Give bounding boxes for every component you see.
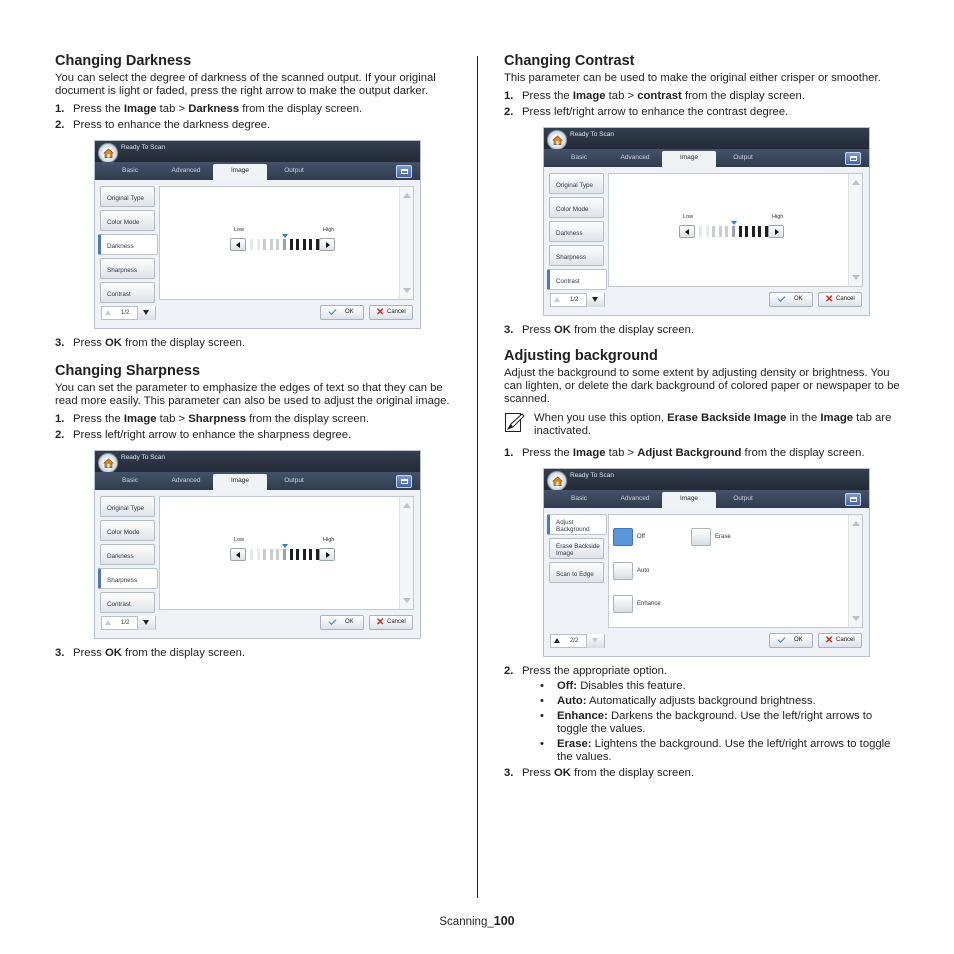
- level-bar: [303, 549, 306, 560]
- tab-advanced[interactable]: Advanced: [171, 477, 201, 484]
- screen-header: [95, 141, 420, 162]
- step-text: tab >: [605, 447, 638, 459]
- menu-erase-backside-image[interactable]: Erase Backside Image: [549, 538, 604, 559]
- status-text: Ready To Scan: [121, 144, 165, 151]
- close-icon: ✕: [376, 307, 385, 318]
- scroll-up-icon: [403, 193, 411, 198]
- tab-bar: [95, 472, 420, 490]
- tab-image[interactable]: Image: [662, 492, 716, 508]
- tab-image[interactable]: Image: [213, 164, 267, 180]
- option-item: [540, 738, 904, 764]
- step-text: tab >: [605, 90, 638, 102]
- page-indicator: 1/2: [121, 620, 130, 626]
- chevron-down-icon: [143, 310, 149, 315]
- darkness-steps: [55, 103, 455, 132]
- step-item: [504, 324, 904, 337]
- option-desc: Lightens the background. Use the left/right arrows to toggle the values.: [557, 738, 891, 763]
- page-control: [101, 306, 156, 320]
- level-bar: [725, 226, 728, 237]
- option-erase-label: Erase: [715, 534, 731, 540]
- menu-sharpness[interactable]: Sharpness: [98, 568, 158, 589]
- close-icon: ✕: [376, 617, 385, 628]
- scroll-down-icon: [852, 275, 860, 280]
- level-bar: [276, 239, 279, 250]
- step-text: Press the: [522, 90, 573, 102]
- step-text: Press: [522, 324, 555, 336]
- menu-color-mode[interactable]: Color Mode: [100, 210, 155, 231]
- step-number: 1.: [504, 447, 514, 459]
- menu-color-mode[interactable]: Color Mode: [100, 520, 155, 541]
- step-emphasis: Image: [123, 103, 157, 115]
- screen-header: [544, 128, 869, 149]
- step-item: [504, 767, 904, 780]
- screen-header: [95, 451, 420, 472]
- sharpness-intro: You can set the parameter to emphasize the edges of text so that they can be read more easily. This parameter can also be used to adjust the original image.: [55, 382, 450, 407]
- step-text: from the display screen.: [121, 337, 246, 349]
- level-bar: [283, 239, 286, 250]
- status-text: Ready To Scan: [570, 472, 614, 479]
- level-bar: [752, 226, 755, 237]
- note-part: in the: [786, 412, 821, 424]
- option-term: Off:: [557, 680, 578, 692]
- cancel-label: Cancel: [387, 309, 406, 315]
- level-slider: [230, 227, 340, 257]
- step-text: tab >: [156, 413, 189, 425]
- level-bar: [276, 549, 279, 560]
- scrollbar[interactable]: [848, 174, 862, 286]
- job-status-button[interactable]: [396, 165, 412, 178]
- job-status-button[interactable]: [396, 475, 412, 488]
- sharpness-steps-final: [55, 647, 455, 660]
- step-emphasis: Darkness: [188, 103, 240, 115]
- contrast-steps-final: [504, 324, 904, 337]
- tab-output[interactable]: Output: [733, 495, 753, 502]
- step-item: [55, 119, 455, 132]
- note-emphasis: Erase Backside Image: [667, 412, 787, 424]
- cancel-label: Cancel: [836, 296, 855, 302]
- scroll-up-icon: [852, 521, 860, 526]
- step-text: from the display screen.: [570, 324, 695, 336]
- decrease-button[interactable]: [679, 225, 695, 238]
- tab-output[interactable]: Output: [733, 154, 753, 161]
- page-down-button[interactable]: [586, 634, 604, 648]
- job-status-button[interactable]: [845, 152, 861, 165]
- chevron-down-icon: [592, 297, 598, 302]
- tab-basic[interactable]: Basic: [122, 167, 138, 174]
- step-emphasis: OK: [105, 337, 122, 349]
- menu-original-type[interactable]: Original Type: [100, 496, 155, 517]
- tab-bar: [544, 149, 869, 167]
- darkness-intro: You can select the degree of darkness of the scanned output. If your original document is light or faded, press the right arrow to make the output darker.: [55, 72, 436, 97]
- menu-darkness[interactable]: Darkness: [98, 234, 158, 255]
- sharpness-steps: [55, 413, 455, 442]
- decrease-button[interactable]: [230, 238, 246, 251]
- ok-label: OK: [794, 637, 803, 643]
- step-text: Press to enhance the darkness degree.: [73, 119, 271, 131]
- left-column: [55, 50, 455, 663]
- scroll-up-icon: [852, 180, 860, 185]
- option-term: Enhance:: [557, 710, 608, 722]
- cancel-label: Cancel: [836, 637, 855, 643]
- cancel-button[interactable]: [369, 615, 413, 630]
- tab-advanced[interactable]: Advanced: [620, 154, 650, 161]
- settings-panel: [159, 186, 414, 300]
- option-enhance-button[interactable]: [613, 595, 633, 613]
- level-marker: [282, 234, 288, 238]
- scrollbar[interactable]: [399, 187, 413, 299]
- tab-basic[interactable]: Basic: [571, 154, 587, 161]
- level-bar: [309, 549, 312, 560]
- tab-bar: [544, 490, 869, 508]
- tab-bar: [95, 162, 420, 180]
- menu-original-type[interactable]: Original Type: [100, 186, 155, 207]
- level-marker: [282, 544, 288, 548]
- contrast-screen: [543, 127, 870, 316]
- level-bar: [250, 239, 253, 250]
- menu-contrast[interactable]: Contrast: [547, 269, 607, 290]
- page-up-button[interactable]: [105, 620, 111, 625]
- footer-section: Scanning_: [439, 916, 494, 928]
- option-auto-button[interactable]: [613, 562, 633, 580]
- menu-sharpness[interactable]: Sharpness: [100, 258, 155, 279]
- ok-label: OK: [345, 309, 354, 315]
- home-button[interactable]: [98, 143, 118, 163]
- level-bar: [316, 549, 319, 560]
- option-list: [540, 680, 904, 764]
- status-text: Ready To Scan: [121, 454, 165, 461]
- home-button[interactable]: [547, 130, 567, 150]
- level-bar: [303, 239, 306, 250]
- decrease-button[interactable]: [230, 548, 246, 561]
- home-icon: [103, 148, 114, 158]
- ok-button[interactable]: [320, 305, 364, 320]
- step-text: from the display screen.: [121, 647, 246, 659]
- job-status-icon: [850, 497, 857, 502]
- level-bar: [250, 549, 253, 560]
- page-indicator: 1/2: [121, 310, 130, 316]
- page-down-button[interactable]: [137, 306, 155, 320]
- step-item: [55, 647, 455, 660]
- level-bar: [296, 549, 299, 560]
- step-number: 1.: [504, 90, 514, 102]
- tab-basic[interactable]: Basic: [122, 477, 138, 484]
- option-item: [540, 710, 904, 736]
- step-number: 1.: [55, 103, 65, 115]
- level-bar: [290, 549, 293, 560]
- level-bar: [309, 239, 312, 250]
- option-off-button[interactable]: [613, 528, 633, 546]
- step-text: from the display screen.: [570, 767, 695, 779]
- step-emphasis: OK: [554, 767, 571, 779]
- step-text: from the display screen.: [741, 447, 865, 459]
- tab-output[interactable]: Output: [284, 167, 304, 174]
- menu-color-mode[interactable]: Color Mode: [549, 197, 604, 218]
- step-text: Press the: [73, 413, 124, 425]
- cancel-button[interactable]: [818, 633, 862, 648]
- page-down-button[interactable]: [137, 616, 155, 630]
- option-item: [540, 680, 904, 693]
- level-bar: [758, 226, 761, 237]
- level-bar: [739, 226, 742, 237]
- check-icon: [778, 294, 786, 302]
- step-emphasis: Sharpness: [188, 413, 246, 425]
- tab-advanced[interactable]: Advanced: [620, 495, 650, 502]
- low-label: Low: [234, 227, 245, 233]
- screen-footer: [95, 610, 420, 638]
- increase-button[interactable]: [768, 225, 784, 238]
- option-erase-button[interactable]: [691, 528, 711, 546]
- heading-changing-darkness: Changing Darkness: [55, 53, 192, 69]
- step-text: tab >: [156, 103, 189, 115]
- low-label: Low: [683, 214, 694, 220]
- page-indicator: 1/2: [570, 297, 579, 303]
- scrollbar[interactable]: [848, 515, 862, 627]
- level-slider: [230, 537, 340, 567]
- cancel-button[interactable]: [369, 305, 413, 320]
- level-bar: [263, 239, 266, 250]
- high-label: High: [772, 214, 784, 220]
- note-part: When you use this option,: [534, 412, 668, 424]
- page-footer: [0, 914, 954, 928]
- step-number: 3.: [504, 767, 514, 779]
- home-button[interactable]: [547, 471, 567, 491]
- step-emphasis: contrast: [637, 90, 682, 102]
- step-text: Press left/right arrow to enhance the contrast degree.: [522, 106, 789, 118]
- screen-footer: [544, 628, 869, 656]
- cancel-button[interactable]: [818, 292, 862, 307]
- high-label: High: [323, 227, 335, 233]
- step-number: 3.: [504, 324, 514, 336]
- step-number: 3.: [55, 647, 65, 659]
- step-text: Press the: [73, 103, 124, 115]
- home-icon: [552, 476, 563, 486]
- level-bar: [270, 239, 273, 250]
- option-auto-label: Auto: [637, 568, 650, 574]
- settings-panel: [159, 496, 414, 610]
- close-icon: ✕: [825, 294, 834, 305]
- step-number: 2.: [55, 429, 65, 441]
- step-item: [504, 447, 904, 460]
- increase-button[interactable]: [319, 548, 335, 561]
- high-label: High: [323, 537, 335, 543]
- option-desc: Darkens the background. Use the left/right arrows to toggle the values.: [557, 710, 873, 735]
- bullet: •: [540, 738, 544, 750]
- darkness-steps-final: [55, 337, 455, 350]
- level-bar: [745, 226, 748, 237]
- background-steps: [504, 447, 904, 460]
- scrollbar[interactable]: [399, 497, 413, 609]
- step-item: [504, 665, 904, 764]
- ok-button[interactable]: [769, 292, 813, 307]
- right-column: [504, 50, 904, 783]
- note-emphasis: Image: [820, 412, 854, 424]
- close-icon: ✕: [825, 635, 834, 646]
- background-steps-2: [504, 665, 904, 780]
- level-bar: [263, 549, 266, 560]
- heading-adjusting-background: Adjusting background: [504, 348, 658, 364]
- step-number: 1.: [55, 413, 65, 425]
- menu-sharpness[interactable]: Sharpness: [549, 245, 604, 266]
- scroll-up-icon: [403, 503, 411, 508]
- page-control: [550, 293, 605, 307]
- sharpness-screen: [94, 450, 421, 639]
- step-text: Press the: [522, 447, 573, 459]
- step-item: [504, 90, 904, 103]
- page-up-button[interactable]: [554, 638, 560, 643]
- bullet: •: [540, 710, 544, 722]
- option-item: [540, 695, 904, 708]
- menu-adjust-background[interactable]: Adjust Background: [547, 514, 607, 535]
- tab-output[interactable]: Output: [284, 477, 304, 484]
- step-item: [55, 103, 455, 116]
- background-options-panel: [608, 514, 863, 628]
- menu-contrast[interactable]: Contrast: [100, 282, 155, 303]
- level-bar: [765, 226, 768, 237]
- settings-panel: [608, 173, 863, 287]
- bullet: •: [540, 680, 544, 692]
- step-emphasis: Adjust Background: [637, 447, 742, 459]
- note-box: [504, 412, 904, 442]
- step-emphasis: Image: [572, 90, 606, 102]
- screen-header: [544, 469, 869, 490]
- note-part: tab are inactivated.: [534, 412, 892, 437]
- adjust-background-screen: [543, 468, 870, 657]
- level-bar: [290, 239, 293, 250]
- menu-scan-to-edge[interactable]: Scan to Edge: [549, 562, 604, 583]
- page-control: [550, 634, 605, 648]
- column-divider: [477, 56, 478, 898]
- darkness-screen: [94, 140, 421, 329]
- step-emphasis: Image: [572, 447, 606, 459]
- level-bar: [719, 226, 722, 237]
- chevron-down-icon: [143, 620, 149, 625]
- step-emphasis: OK: [554, 324, 571, 336]
- step-item: [55, 413, 455, 426]
- level-bar: [296, 239, 299, 250]
- menu-darkness[interactable]: Darkness: [549, 221, 604, 242]
- ok-button[interactable]: [320, 615, 364, 630]
- level-slider: [679, 214, 789, 244]
- level-bar: [712, 226, 715, 237]
- ok-button[interactable]: [769, 633, 813, 648]
- job-status-button[interactable]: [845, 493, 861, 506]
- note-text: [534, 412, 904, 438]
- page-down-button[interactable]: [586, 293, 604, 307]
- step-text: from the display screen.: [246, 413, 370, 425]
- screen-footer: [544, 287, 869, 315]
- job-status-icon: [401, 169, 408, 174]
- step-number: 2.: [55, 119, 65, 131]
- step-emphasis: OK: [105, 647, 122, 659]
- menu-darkness[interactable]: Darkness: [100, 544, 155, 565]
- level-bar: [270, 549, 273, 560]
- level-bar: [283, 549, 286, 560]
- contrast-steps: [504, 90, 904, 119]
- contrast-intro: This parameter can be used to make the original either crisper or smoother.: [504, 72, 881, 84]
- background-intro: Adjust the background to some extent by adjusting density or brightness. You can lighten, or delete the dark background of colored paper or newspaper to be scanned.: [504, 367, 900, 405]
- step-item: [504, 106, 904, 119]
- job-status-icon: [850, 156, 857, 161]
- level-bar: [257, 549, 260, 560]
- bullet: •: [540, 695, 544, 707]
- option-term: Auto:: [557, 695, 587, 707]
- scroll-down-icon: [852, 616, 860, 621]
- step-item: [55, 429, 455, 442]
- option-enhance-label: Enhance: [637, 601, 661, 607]
- home-button[interactable]: [98, 453, 118, 473]
- low-label: Low: [234, 537, 245, 543]
- level-bar: [316, 239, 319, 250]
- screen-footer: [95, 300, 420, 328]
- increase-button[interactable]: [319, 238, 335, 251]
- ok-label: OK: [345, 619, 354, 625]
- option-desc: Disables this feature.: [577, 680, 686, 692]
- check-icon: [329, 617, 337, 625]
- heading-changing-sharpness: Changing Sharpness: [55, 363, 201, 379]
- menu-original-type[interactable]: Original Type: [549, 173, 604, 194]
- step-number: 2.: [504, 106, 514, 118]
- chevron-down-icon: [592, 638, 598, 643]
- scroll-down-icon: [403, 598, 411, 603]
- step-text: Press the appropriate option.: [522, 665, 668, 677]
- step-text: Press left/right arrow to enhance the sharpness degree.: [73, 429, 352, 441]
- step-text: Press: [73, 337, 106, 349]
- scroll-down-icon: [403, 288, 411, 293]
- page-indicator: 2/2: [570, 638, 579, 644]
- page-up-button[interactable]: [554, 297, 560, 302]
- step-emphasis: Image: [123, 413, 157, 425]
- page-number: 100: [493, 914, 515, 928]
- step-text: Press: [73, 647, 106, 659]
- step-text: from the display screen.: [681, 90, 805, 102]
- step-number: 3.: [55, 337, 65, 349]
- level-bar: [699, 226, 702, 237]
- status-text: Ready To Scan: [570, 131, 614, 138]
- step-text: from the display screen.: [239, 103, 363, 115]
- step-item: [55, 337, 455, 350]
- tab-advanced[interactable]: Advanced: [171, 167, 201, 174]
- level-marker: [731, 221, 737, 225]
- option-off-label: Off: [637, 534, 645, 540]
- job-status-icon: [401, 479, 408, 484]
- page-control: [101, 616, 156, 630]
- level-bar: [706, 226, 709, 237]
- tab-image[interactable]: Image: [213, 474, 267, 490]
- heading-changing-contrast: Changing Contrast: [504, 53, 635, 69]
- cancel-label: Cancel: [387, 619, 406, 625]
- tab-basic[interactable]: Basic: [571, 495, 587, 502]
- step-text: Press: [522, 767, 555, 779]
- ok-label: OK: [794, 296, 803, 302]
- level-bar: [257, 239, 260, 250]
- home-icon: [103, 458, 114, 468]
- note-icon: [505, 413, 526, 433]
- menu-contrast[interactable]: Contrast: [100, 592, 155, 613]
- check-icon: [778, 635, 786, 643]
- page-up-button[interactable]: [105, 310, 111, 315]
- home-icon: [552, 135, 563, 145]
- option-desc: Automatically adjusts background brightness.: [586, 695, 816, 707]
- level-bar: [732, 226, 735, 237]
- tab-image[interactable]: Image: [662, 151, 716, 167]
- step-number: 2.: [504, 665, 514, 677]
- option-term: Erase:: [557, 738, 592, 750]
- check-icon: [329, 307, 337, 315]
